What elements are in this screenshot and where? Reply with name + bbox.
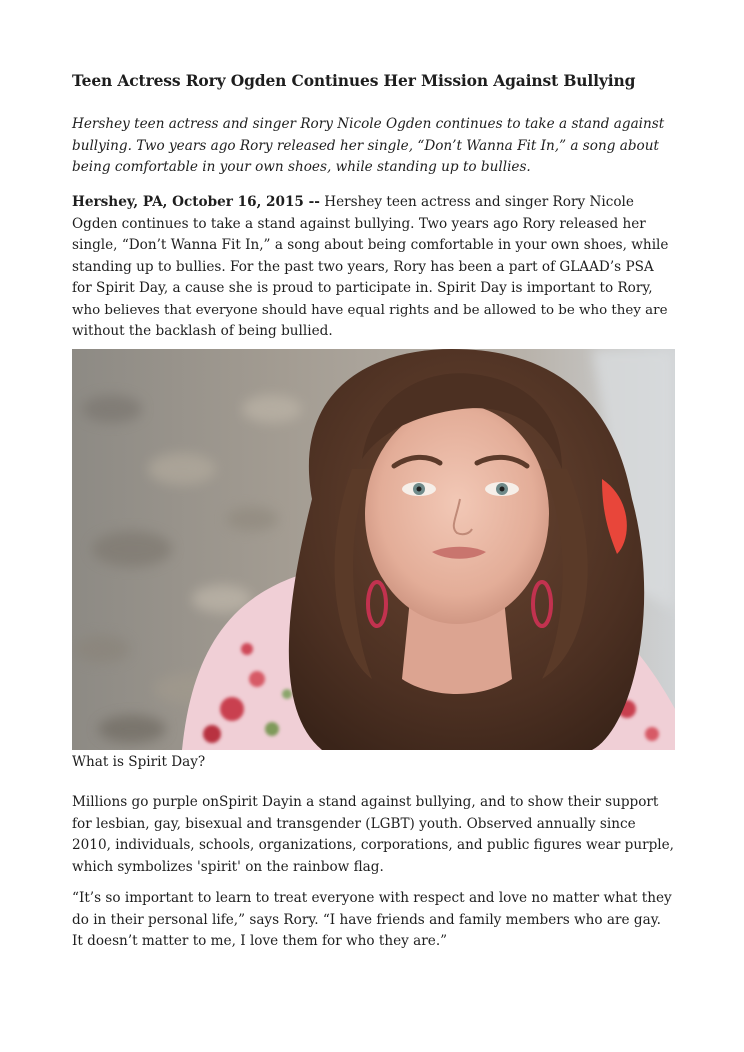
body-line: for Spirit Day, a cause she is proud to participate in. Spirit Day is important to Rory, [72, 280, 653, 296]
body-line: who believes that everyone should have equal rights and be allowed to be who they are [72, 302, 668, 318]
body-line: do in their personal life,” says Rory. “I have friends and family members who are gay. [72, 911, 661, 928]
article-body-spirit-day [72, 792, 676, 878]
body-line: It doesn’t matter to me, I love them for who they are.” [72, 933, 448, 949]
lede-line: being comfortable in your own shoes, while standing up to bullies. [72, 159, 531, 175]
article-title: Teen Actress Rory Ogden Continues Her Mission Against Bullying [72, 71, 636, 90]
photo-caption: What is Spirit Day? [72, 754, 206, 770]
body-line [72, 192, 676, 214]
lede-line: Hershey teen actress and singer Rory Nicole Ogden continues to take a stand against [72, 116, 665, 132]
body-line: Millions go purple onSpirit Dayin a stand against bullying, and to show their support [72, 794, 659, 810]
body-line: 2010, individuals, schools, organizations, corporations, and public figures wear purple, [72, 837, 675, 853]
portrait-illustration [72, 349, 675, 750]
portrait-photo [72, 349, 675, 750]
lede-line: bullying. Two years ago Rory released her single, “Don’t Wanna Fit In,” a song about [72, 137, 659, 154]
body-line: which symbolizes 'spirit' on the rainbow flag. [72, 858, 384, 875]
article-lede [72, 114, 676, 179]
body-line: without the backlash of being bullied. [72, 323, 333, 339]
body-line: single, “Don’t Wanna Fit In,” a song about being comfortable in your own shoes, while [72, 237, 669, 253]
body-text: Hershey teen actress and singer Rory Nicole [319, 194, 634, 210]
body-line: Ogden continues to take a stand against bullying. Two years ago Rory released her [72, 215, 646, 232]
dateline: Hershey, PA, October 16, 2015 -- [72, 194, 320, 210]
body-line: “It’s so important to learn to treat everyone with respect and love no matter what they [72, 890, 672, 906]
body-line: for lesbian, gay, bisexual and transgender (LGBT) youth. Observed annually since [72, 815, 636, 832]
body-line: standing up to bullies. For the past two years, Rory has been a part of GLAAD’s PSA [72, 258, 654, 275]
article-body-intro [72, 192, 676, 343]
article-body-quote [72, 888, 676, 953]
